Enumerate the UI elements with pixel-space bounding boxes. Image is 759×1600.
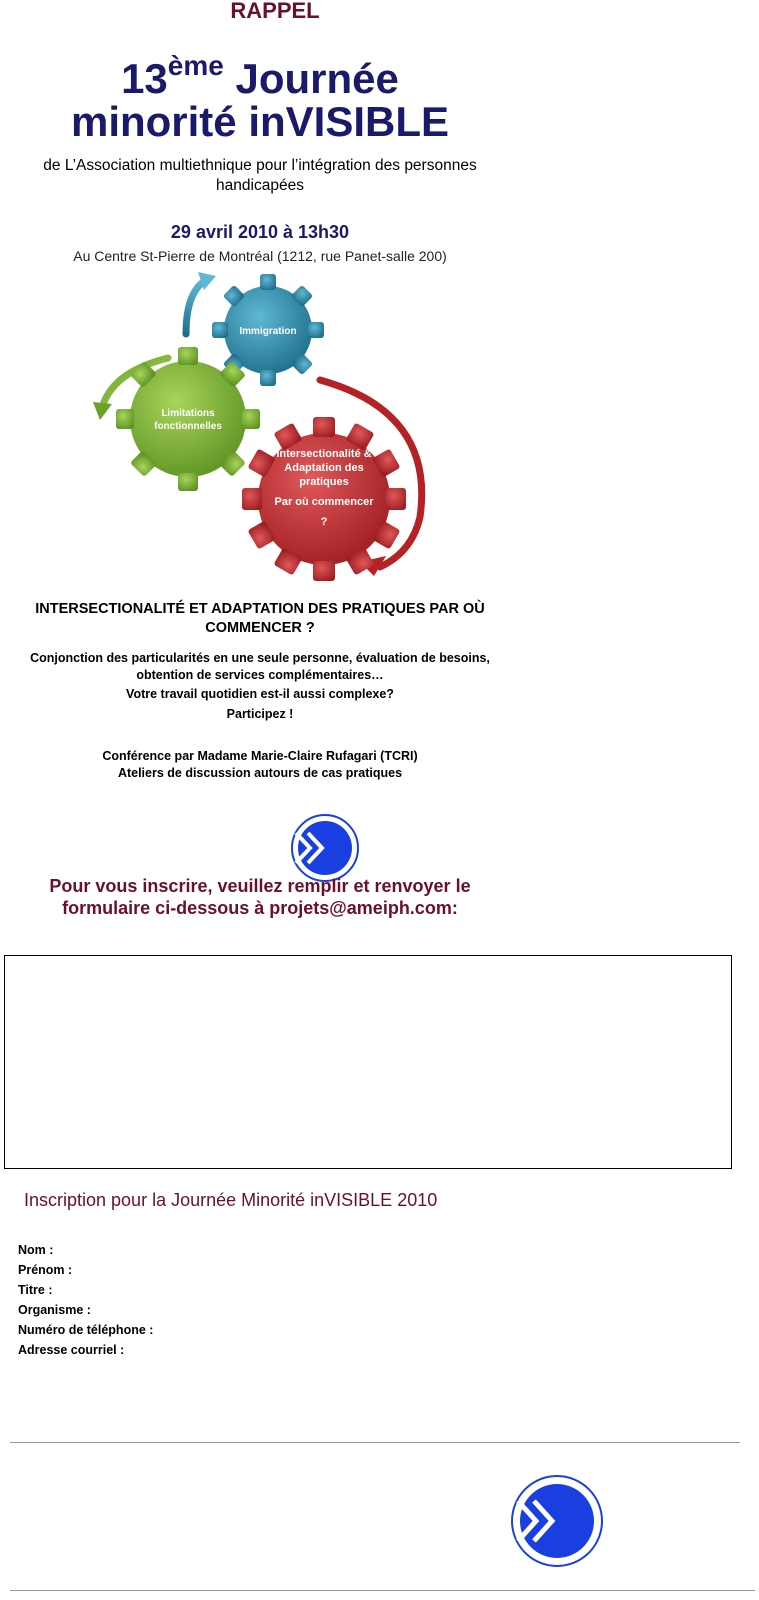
limitations-gear bbox=[116, 347, 260, 491]
intersectionality-gear bbox=[242, 417, 406, 581]
form-title: Inscription pour la Journée Minorité inVISIBLE 2010 bbox=[24, 1190, 438, 1210]
registration-instruction: Pour vous inscrire, veuillez remplir et renvoyer le formulaire ci-dessous à projets@ameiph.com: bbox=[49, 876, 471, 918]
footer-arrow-button[interactable] bbox=[510, 1474, 604, 1568]
red-gear-line3: pratiques bbox=[299, 476, 349, 488]
red-gear-line4: Par où commencer bbox=[274, 496, 374, 508]
field-titre: Titre : bbox=[18, 1283, 53, 1297]
limitations-label-line1: Limitations bbox=[161, 408, 215, 419]
description-paragraph: Conjonction des particularités en une seule personne, évaluation de besoins, obtention de services complémentaires… bbox=[30, 651, 490, 682]
red-gear-line5: ? bbox=[320, 516, 328, 528]
green-arc-arrowhead bbox=[93, 402, 112, 420]
event-title-line2: minorité inVISIBLE bbox=[70, 98, 450, 145]
question-line: Votre travail quotidien est-il aussi complexe? bbox=[126, 687, 394, 701]
workshops-line: Ateliers de discussion autours de cas pratiques bbox=[117, 766, 403, 780]
title-word: Journée bbox=[223, 55, 399, 102]
immigration-label: Immigration bbox=[239, 326, 297, 337]
field-nom: Nom : bbox=[18, 1243, 54, 1257]
next-arrow-button[interactable] bbox=[290, 813, 360, 883]
limitations-label-line2: fonctionnelles bbox=[154, 421, 222, 432]
program-block bbox=[50, 748, 470, 782]
field-telephone: Numéro de téléphone : bbox=[18, 1323, 154, 1337]
event-date: 29 avril 2010 à 13h30 bbox=[170, 222, 350, 242]
conference-line: Conférence par Madame Marie-Claire Rufagari (TCRI) bbox=[102, 749, 418, 763]
registration-form-box[interactable] bbox=[4, 955, 732, 1169]
gears-diagram bbox=[90, 262, 450, 592]
form-fields bbox=[18, 1240, 153, 1360]
red-gear-line2: Adaptation des bbox=[284, 462, 364, 474]
field-organisme: Organisme : bbox=[18, 1303, 91, 1317]
divider bbox=[10, 1590, 755, 1591]
title-number: 13 bbox=[121, 55, 168, 102]
event-address: Au Centre St-Pierre de Montréal (1212, rue Panet-salle 200) bbox=[73, 248, 447, 264]
field-prenom: Prénom : bbox=[18, 1263, 73, 1277]
participate-line: Participez ! bbox=[226, 707, 294, 721]
organizer-subtitle: de L’Association multiethnique pour l’intégration des personnes handicapées bbox=[43, 157, 477, 194]
divider bbox=[10, 1442, 740, 1443]
teal-arc bbox=[186, 280, 206, 334]
red-gear-line1: Intersectionalité & bbox=[276, 448, 372, 460]
section-heading: INTERSECTIONALITÉ ET ADAPTATION DES PRATIQUES PAR OÙ COMMENCER ? bbox=[35, 601, 485, 636]
rappel-label: RAPPEL bbox=[230, 0, 320, 23]
field-courriel: Adresse courriel : bbox=[18, 1343, 125, 1357]
title-superscript: ème bbox=[167, 50, 224, 81]
